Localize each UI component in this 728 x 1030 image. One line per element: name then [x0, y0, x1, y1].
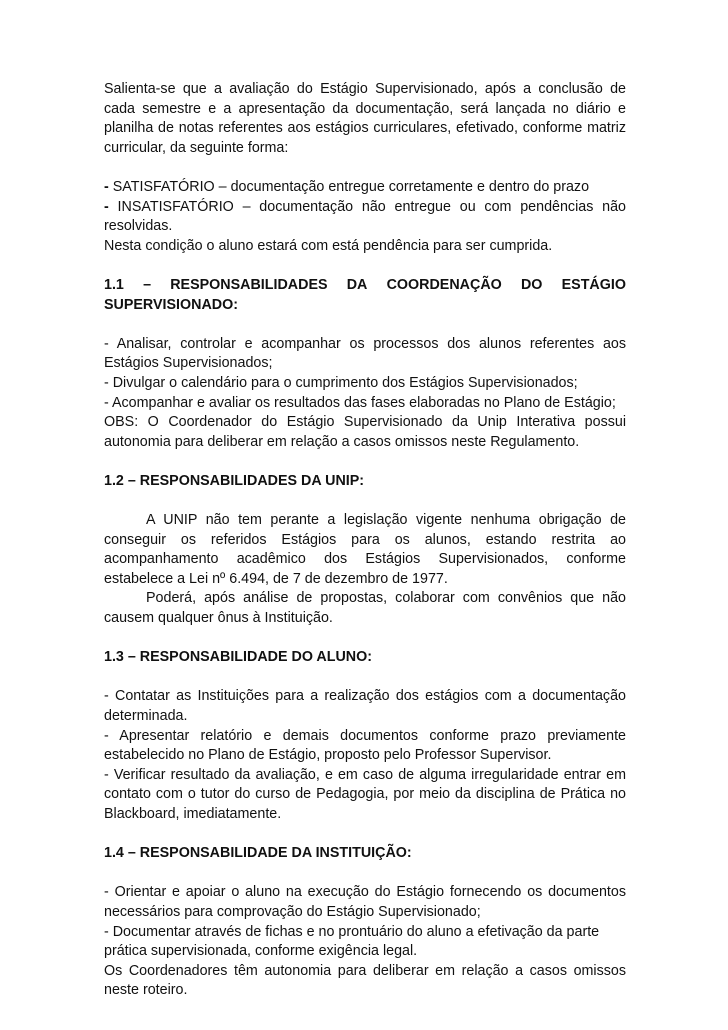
- section-1-2-paragraph-1: A UNIP não tem perante a legislação vigente nenhuma obrigação de conseguir os referidos Estágios para os alunos, estando restrita ao acompanhamento acadêmico dos Estágios Supervisionados, conforme estabelece a Lei nº 6.494, de 7 de dezembro de 1977.: [104, 512, 626, 587]
- criteria-insatisfatorio: [104, 198, 626, 237]
- list-item: - Orientar e apoiar o aluno na execução do Estágio fornecendo os documentos necessários para comprovação do Estágio Supervisionado;: [104, 884, 626, 920]
- criteria-note: Nesta condição o aluno estará com está pendência para ser cumprida.: [104, 237, 553, 254]
- heading-word: DO: [520, 276, 543, 293]
- section-1-1-heading: [104, 276, 626, 315]
- document-page: [104, 80, 626, 1001]
- intro-paragraph: Salienta-se que a avaliação do Estágio Supervisionado, após a conclusão de cada semestre e a apresentação da documentação, será lançada no diário e planilha de notas referentes aos estágios curriculares, efetivado, conforme matriz curricular, da seguinte forma:: [104, 81, 626, 156]
- section-1-4-list: [104, 883, 626, 1001]
- section-1-1-heading-line2: SUPERVISIONADO:: [104, 296, 238, 313]
- obs-note: OBS: O Coordenador do Estágio Supervisionado da Unip Interativa possui autonomia para deliberar em relação a casos omissos neste Regulamento.: [104, 414, 626, 450]
- section-1-4-heading: 1.4 – RESPONSABILIDADE DA INSTITUIÇÃO:: [104, 845, 412, 862]
- section-1-2-heading: 1.2 – RESPONSABILIDADES DA UNIP:: [104, 472, 365, 489]
- heading-word: ESTÁGIO: [561, 276, 626, 293]
- list-item: - Contatar as Instituições para a realização dos estágios com a documentação determinada.: [104, 688, 626, 724]
- section-1-1-list: [104, 335, 626, 453]
- closing-note: Os Coordenadores têm autonomia para deliberar em relação a casos omissos neste roteiro.: [104, 962, 626, 999]
- list-item: - Acompanhar e avaliar os resultados das fases elaboradas no Plano de Estágio;: [104, 394, 616, 411]
- section-1-3-list: [104, 687, 626, 824]
- section-1-3-heading: 1.3 – RESPONSABILIDADE DO ALUNO:: [104, 649, 372, 666]
- criteria-satisfatorio-text: SATISFATÓRIO – documentação entregue corretamente e dentro do prazo: [112, 178, 590, 195]
- bullet-dash: -: [104, 198, 118, 215]
- heading-word: –: [143, 276, 152, 293]
- criteria-satisfatorio: [104, 178, 626, 198]
- list-item: - Documentar através de fichas e no prontuário do aluno a efetivação da parte prática supervisionada, conforme exigência legal.: [104, 923, 600, 960]
- list-item: - Analisar, controlar e acompanhar os processos dos alunos referentes aos Estágios Supervisionados;: [104, 335, 626, 372]
- bullet-dash: -: [104, 178, 113, 195]
- section-1-2-body: [104, 511, 626, 629]
- list-item: - Divulgar o calendário para o cumprimento dos Estágios Supervisionados;: [104, 374, 578, 391]
- heading-word: 1.1: [104, 276, 124, 293]
- list-item: - Apresentar relatório e demais documentos conforme prazo previamente estabelecido no Plano de Estágio, proposto pelo Professor Supervisor.: [104, 727, 626, 764]
- criteria-block: [104, 178, 626, 256]
- heading-word: DA: [346, 276, 368, 293]
- heading-word: COORDENAÇÃO: [386, 276, 502, 293]
- list-item: - Verificar resultado da avaliação, e em caso de alguma irregularidade entrar em contato com o tutor do curso de Pedagogia, por meio da disciplina de Prática no Blackboard, imediatamente.: [104, 766, 626, 822]
- section-1-2-paragraph-2: Poderá, após análise de propostas, colaborar com convênios que não causem qualquer ônus à Instituição.: [104, 590, 626, 627]
- section-1-1-heading-line1: [104, 276, 626, 296]
- heading-word: RESPONSABILIDADES: [170, 276, 328, 293]
- criteria-insatisfatorio-text: INSATISFATÓRIO – documentação não entregue ou com pendências não resolvidas.: [104, 198, 626, 235]
